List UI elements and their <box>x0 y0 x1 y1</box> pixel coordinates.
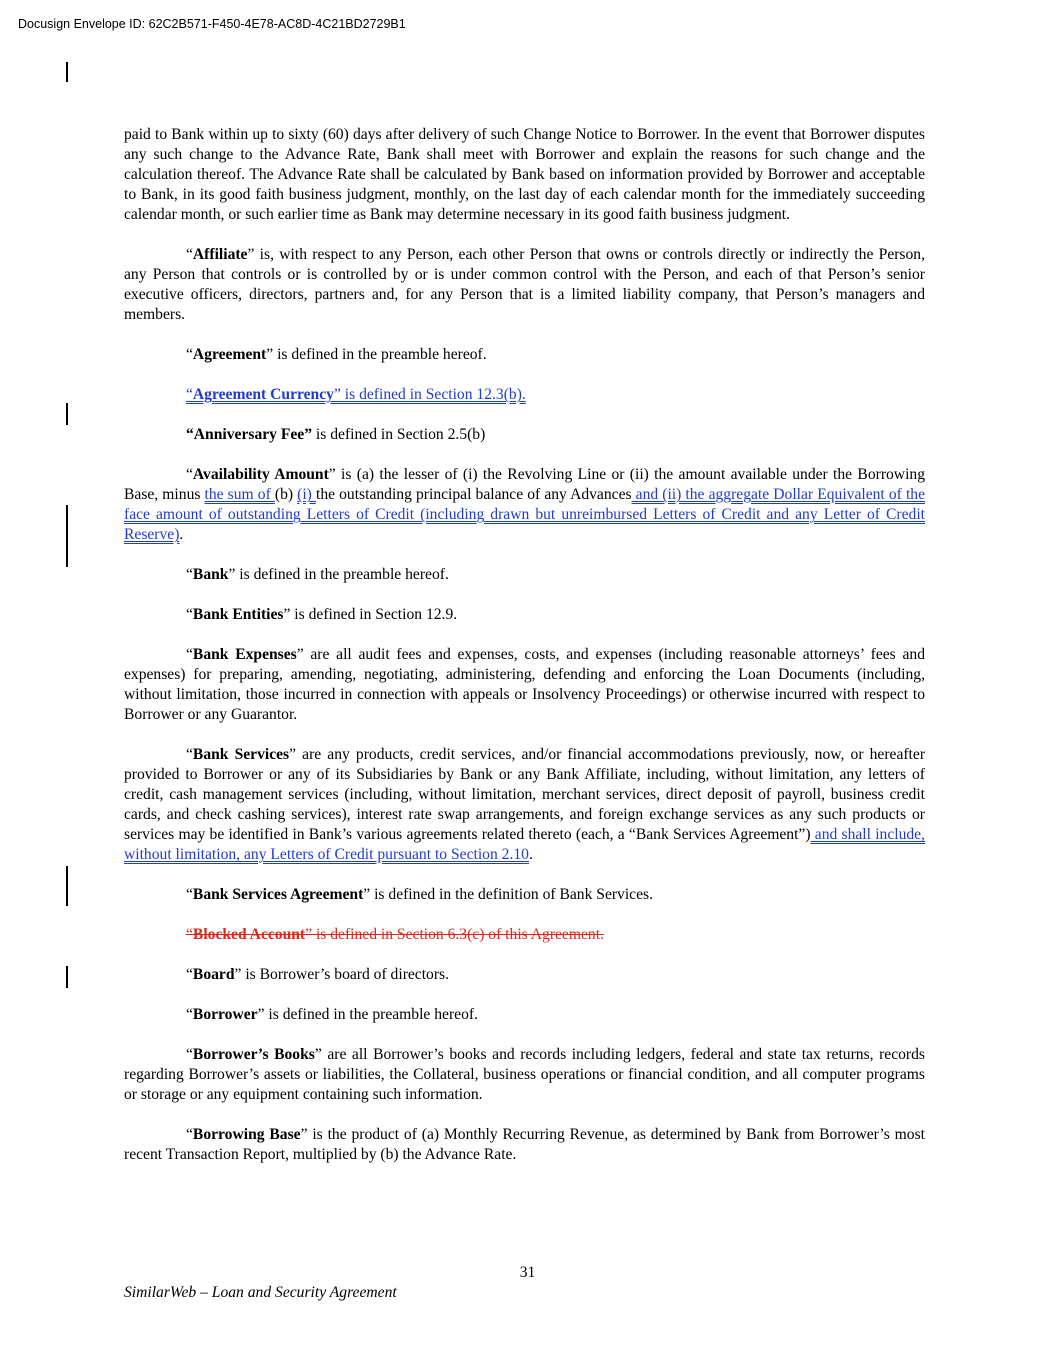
inserted-text: and (ii) the aggregate Dollar Equivalent of the face amount of outstanding Letters of Credit (including drawn but unreimbursed Letters of Credit and any Letter of Credit Reserve) <box>124 486 925 543</box>
definition-borrowing-base: “Borrowing Base” is the product of (a) Monthly Recurring Revenue, as determined by Bank from Borrower’s most recent Transaction Report, multiplied by (b) the Advance Rate. <box>124 1126 925 1163</box>
term-bank: Bank <box>192 566 229 583</box>
change-bar <box>66 403 68 425</box>
change-bar <box>66 62 68 82</box>
deleted-text: “Blocked Account” is defined in Section 6.3(c) of this Agreement. <box>186 926 604 943</box>
term-anniversary-fee: “Anniversary Fee” <box>186 426 313 443</box>
term-blocked-account: Blocked Account <box>192 926 306 943</box>
term-bank-expenses: Bank Expenses <box>192 646 297 663</box>
definition-agreement: “Agreement” is defined in the preamble hereof. <box>186 346 487 363</box>
inserted-text: and shall include, without limitation, any Letters of Credit pursuant to Section 2.10 <box>124 826 925 863</box>
page-number: 31 <box>519 1264 536 1281</box>
footer-title: SimilarWeb – Loan and Security Agreement <box>124 1284 397 1301</box>
definition-board: “Board” is Borrower’s board of directors. <box>186 966 450 983</box>
definition-availability-amount: “Availability Amount” is (a) the lesser of (i) the Revolving Line or (ii) the amount available under the Borrowing Base, minus the sum of (b) (i) the outstanding principal balance of any Advances and (ii) the aggregate Dollar Equivalent of the face amount of outstanding Letters of Credit (including drawn but unreimbursed Letters of Credit and any Letter of Credit Reserve). <box>124 466 925 543</box>
change-bar <box>66 505 68 567</box>
definition-bank-services: “Bank Services” are any products, credit services, and/or financial accommodations previously, now, or hereafter provided to Borrower or any of its Subsidiaries by Bank or any Bank Affiliate, including, without limitation, any letters of credit, cash management services (including, without limitation, merchant services, direct deposit of payroll, business credit cards, and check cashing services), interest rate swap arrangements, and foreign exchange services as any such products or services may be identified in Bank’s various agreements related thereto (each, a “Bank Services Agreement”) and shall include, without limitation, any Letters of Credit pursuant to Section 2.10. <box>124 746 926 863</box>
inserted-text: the sum of <box>204 486 275 503</box>
definition-borrower: “Borrower” is defined in the preamble hereof. <box>186 1006 478 1023</box>
term-agreement: Agreement <box>192 346 267 363</box>
definition-bank-entities: “Bank Entities” is defined in Section 12.9. <box>186 606 458 623</box>
definition-bank-expenses: “Bank Expenses” are all audit fees and expenses, costs, and expenses (including reasonable attorneys’ fees and expenses) for preparing, amending, negotiating, administering, defending and enforcing the Loan Documents (including, without limitation, those incurred in connection with appeals or Insolvency Proceedings) or otherwise incurred with respect to Borrower or any Guarantor. <box>124 646 925 723</box>
inserted-text: “Agreement Currency” is defined in Section 12.3(b). <box>186 386 526 403</box>
term-bank-services: Bank Services <box>192 746 290 763</box>
term-availability-amount: Availability Amount <box>192 466 329 483</box>
definition-bank: “Bank” is defined in the preamble hereof. <box>186 566 449 583</box>
term-bank-services-agreement: Bank Services Agreement <box>192 886 364 903</box>
term-borrower: Borrower <box>192 1006 258 1023</box>
term-agreement-currency: Agreement Currency <box>192 386 334 403</box>
change-bar <box>66 966 68 988</box>
inserted-text: (i) <box>297 486 316 503</box>
definition-bank-services-agreement: “Bank Services Agreement” is defined in the definition of Bank Services. <box>186 886 653 903</box>
definition-blocked-account <box>124 925 925 945</box>
definition-borrowers-books: “Borrower’s Books” are all Borrower’s books and records including ledgers, federal and state tax returns, records regarding Borrower’s assets or liabilities, the Collateral, business operations or financial condition, and all computer programs or storage or any equipment containing such information. <box>124 1046 925 1103</box>
definition-affiliate: “Affiliate” is, with respect to any Person, each other Person that owns or controls directly or indirectly the Person, any Person that controls or is controlled by or is under common control with the Person, and each of that Person’s senior executive officers, directors, partners and, for any Person that is a limited liability company, that Person’s managers and members. <box>124 246 925 323</box>
document-body <box>124 125 925 1165</box>
term-affiliate: Affiliate <box>192 246 248 263</box>
change-bar <box>66 866 68 906</box>
term-borrowing-base: Borrowing Base <box>192 1126 301 1143</box>
term-borrowers-books: Borrower’s Books <box>192 1046 315 1063</box>
definition-agreement-currency <box>124 385 925 405</box>
term-board: Board <box>192 966 235 983</box>
definition-anniversary-fee: “Anniversary Fee” is defined in Section 2.5(b) <box>186 426 486 443</box>
envelope-id: Docusign Envelope ID: 62C2B571-F450-4E78-AC8D-4C21BD2729B1 <box>18 17 406 31</box>
paragraph-continuation: paid to Bank within up to sixty (60) days after delivery of such Change Notice to Borrower. In the event that Borrower disputes any such change to the Advance Rate, Bank shall meet with Borrower and explain the reasons for such change and the calculation thereof. The Advance Rate shall be calculated by Bank based on information provided by Borrower and acceptable to Bank, in its good faith business judgment, monthly, on the last day of each calendar month for the immediately succeeding calendar month, or such earlier time as Bank may determine necessary in its good faith business judgment. <box>124 126 925 223</box>
term-bank-entities: Bank Entities <box>192 606 284 623</box>
